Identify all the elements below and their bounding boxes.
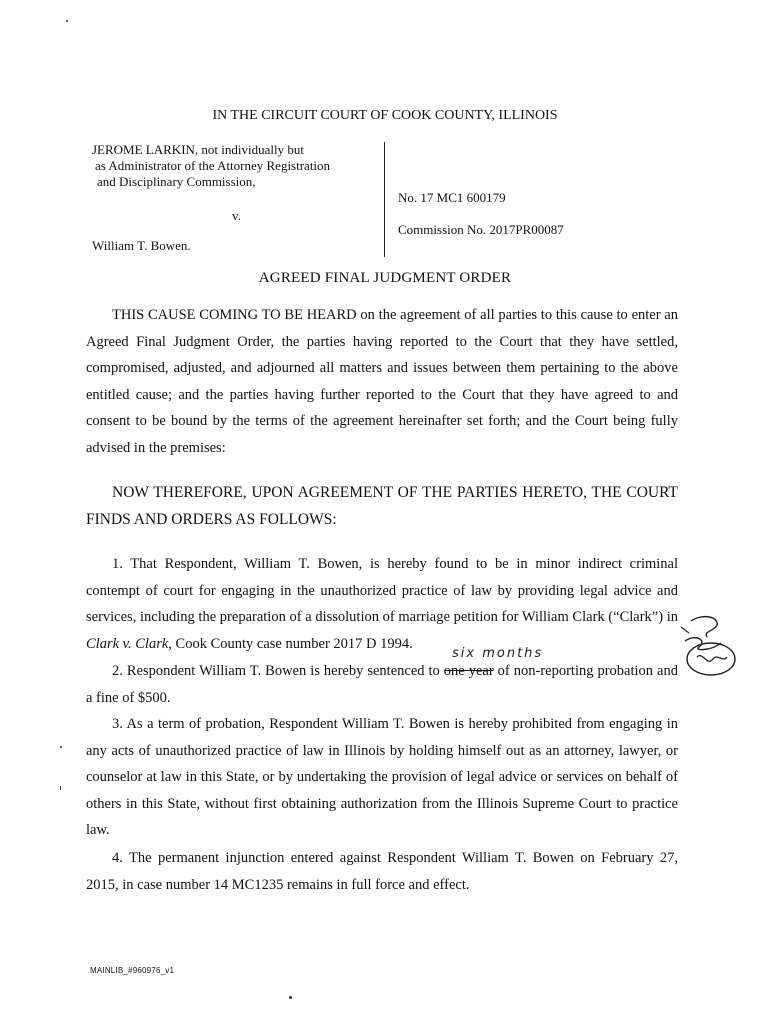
- order-2-tail: of non-reporting probation and a fine of $500.: [86, 663, 678, 706]
- findings-heading-text: NOW THEREFORE, UPON AGREEMENT OF THE PARTIES HERETO, THE COURT FINDS AND ORDERS AS FOLLOWS:: [86, 484, 678, 528]
- order-2-body: 2. Respondent William T. Bowen is hereby sentenced to: [112, 663, 444, 679]
- scan-speck: [66, 20, 68, 22]
- document-title: AGREED FINAL JUDGMENT ORDER: [258, 270, 512, 286]
- order-1-tail: Cook County case number 2017 D 1994.: [171, 635, 413, 652]
- handwritten-initials-icon: [677, 611, 741, 681]
- scan-speck: [289, 996, 292, 999]
- findings-heading: [86, 480, 678, 533]
- intro-text: THIS CAUSE COMING TO BE HEARD on the agreement of all parties to this cause to enter an Agreed Final Judgment Order, the parties having reported to the Court that they have settled, compromised, adjusted, and adjourned all matters and issues between them pertaining to the above entitled cause; and the parties having further reported to the Court that they have agreed to and consent to be bound by the terms of the agreement hereinafter set forth; and the Court being fully advised in the premises:: [86, 307, 678, 456]
- handwritten-correction: six months: [452, 646, 544, 661]
- order-1-case-name: Clark v. Clark,: [86, 635, 172, 652]
- order-2: [86, 658, 678, 711]
- order-1-text: [86, 551, 678, 657]
- commission-number: Commission No. 2017PR00087: [398, 222, 564, 237]
- intro-paragraph: [86, 302, 678, 461]
- case-number: No. 17 MC1 600179: [398, 190, 506, 205]
- document-id: MAINLIB_#960976_v1: [90, 966, 175, 975]
- plaintiff-line-3: and Disciplinary Commission,: [97, 174, 256, 189]
- scan-speck: [60, 746, 62, 748]
- order-1: [86, 551, 678, 657]
- order-3-text: 3. As a term of probation, Respondent William T. Bowen is hereby prohibited from engaging in any acts of unauthorized practice of law in Illinois by holding himself out as an attorney, lawyer, or counselor at law in this State, or by undertaking the provision of legal advice or services on behalf of others in this State, without first obtaining authorization from the Illinois Supreme Court to practice law.: [86, 716, 678, 838]
- order-1-body: 1. That Respondent, William T. Bowen, is hereby found to be in minor indirect criminal contempt of court for engaging in the unauthorized practice of law by providing legal advice and services, including the preparation of a dissolution of marriage petition for William Clark (“Clark”) in: [86, 556, 678, 625]
- defendant-name: William T. Bowen.: [92, 238, 191, 253]
- order-4: [86, 845, 678, 898]
- order-4-text: 4. The permanent injunction entered against Respondent William T. Bowen on February 27, 2015, in case number 14 MC1235 remains in full force and effect.: [86, 850, 678, 893]
- order-2-struck-text: one year: [443, 663, 494, 679]
- caption-divider: [384, 142, 385, 257]
- scan-speck: [60, 786, 61, 790]
- order-3: [86, 711, 678, 844]
- plaintiff-line-1: JEROME LARKIN, not individually but: [92, 142, 304, 157]
- versus: v.: [232, 208, 241, 223]
- plaintiff-line-2: as Administrator of the Attorney Registration: [95, 158, 331, 173]
- court-header: IN THE CIRCUIT COURT OF COOK COUNTY, ILLINOIS: [212, 108, 558, 123]
